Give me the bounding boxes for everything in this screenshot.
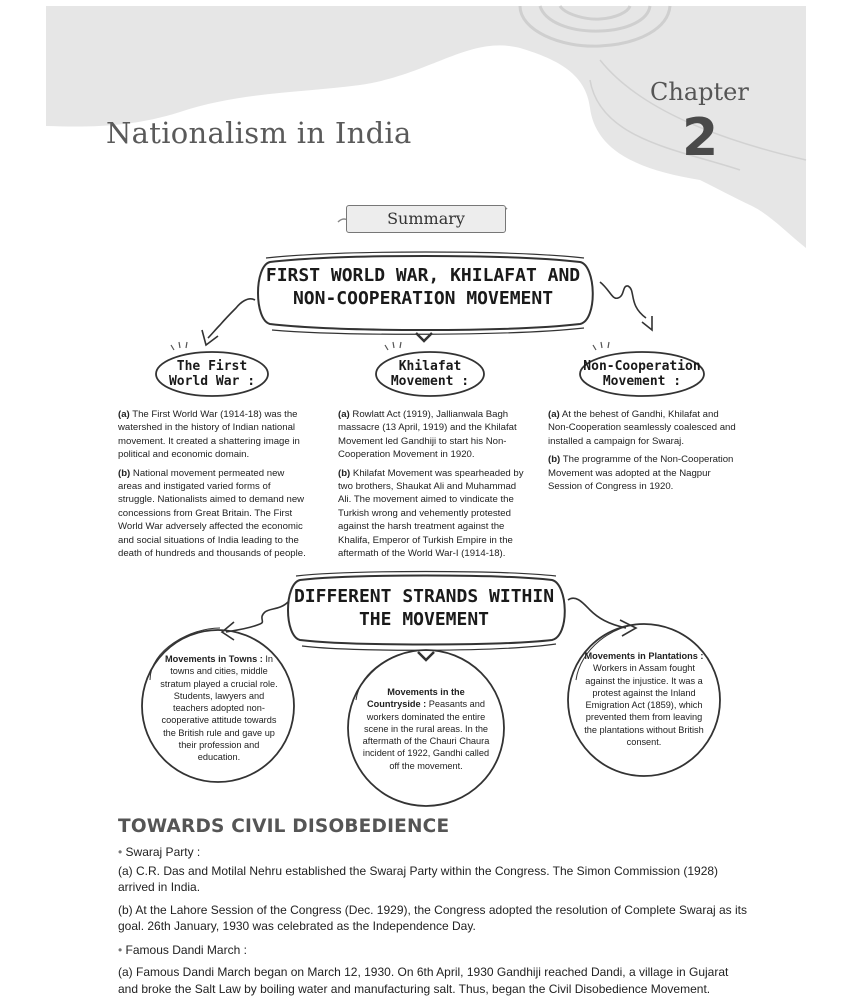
chapter-label: Chapter [650, 78, 749, 106]
bullet-text: Famous Dandi March : [125, 942, 247, 957]
section1-heading-line1: FIRST WORLD WAR, KHILAFAT AND [265, 265, 581, 286]
column-paragraph [548, 408, 738, 448]
circle-towns [160, 653, 278, 764]
paragraph-text: At the behest of Gandhi, Khilafat and Non-Cooperation seamlessly coalesced and installed a campaign for Swaraj. [548, 409, 736, 447]
bubble-line: Non-Cooperation [583, 359, 701, 374]
circle-plantations [582, 650, 706, 748]
section2-heading-line2: THE MOVEMENT [358, 609, 490, 630]
circle-title: Movements in Plantations : [584, 651, 704, 661]
paragraph-text: National movement permeated new areas and instigated varied forms of struggle. Nationalists aimed to demand new concessions from Great Britain. The First World War adversely affected the economic and social situations of India leading to the death of hundreds and thousands of people. [118, 467, 306, 560]
paragraph-text: Khilafat Movement was spearheaded by two brothers, Shaukat Ali and Muhammad Ali. The movement aimed to vindicate the Turkish wrong and vehemently protested against the harsh treatment against the Khalifa, Emperor of Turkish Empire in the aftermath of the World War-I (1914-18). [338, 467, 524, 560]
section3-body [118, 844, 748, 997]
circle-text: Peasants and workers dominated the entire scene in the rural areas. In the aftermath of the Chauri Chaura incident of 1922, Gandhi called off the movement. [362, 699, 490, 771]
paragraph-marker: (a) [338, 409, 350, 420]
column-paragraph [338, 408, 530, 462]
column-paragraph [338, 467, 530, 561]
section1-heading [258, 258, 588, 326]
bubble-line: World War : [168, 374, 256, 389]
circle-text: Workers in Assam fought against the injustice. It was a protest against the Inland Emigration Act (1859), which prevented them from leaving the plantations without British consent. [584, 663, 704, 748]
bullet-dandi-march [118, 942, 748, 959]
circle-text: In towns and cities, middle stratum played a crucial role. Students, lawyers and teachers adopted non-cooperative attitude towards the British rule and gave up their profession and education. [160, 654, 278, 763]
paragraph-text: The First World War (1914-18) was the watershed in the history of Indian national movement. It created a shattering image in political and economic domain. [118, 409, 300, 461]
bullet-swaraj-party [118, 844, 748, 861]
summary-label: Summary [346, 205, 506, 233]
section2-heading [288, 576, 560, 644]
bubble-line: Khilafat [398, 359, 462, 374]
page-title: Nationalism in India [106, 116, 412, 150]
bubble-line: The First [176, 359, 248, 374]
right-arrow-2 [568, 598, 636, 636]
bubble-first-world-war [156, 359, 268, 389]
paragraph-marker: (b) [338, 467, 351, 479]
left-arrow-2 [222, 602, 288, 640]
circle-title: Movements in the Countryside : [367, 687, 465, 710]
section2-heading-line1: DIFFERENT STRANDS WITHIN [293, 586, 555, 607]
paragraph-marker: (a) [118, 409, 130, 420]
bullet-icon: • [118, 942, 126, 957]
paragraph-c: (a) Famous Dandi March began on March 12, 1930. On 6th April, 1930 Gandhiji reached Dandi, a village in Gujarat and broke the Salt Law by boiling water and manufacturing salt. Thus, began the Civil Disobedience Movement. [118, 965, 729, 996]
circle-title: Movements in Towns : [164, 654, 263, 664]
bullet-icon: • [118, 845, 126, 859]
bullet-text: Swaraj Party : [125, 845, 201, 859]
bubble-line: Movement : [602, 374, 682, 389]
column-first-world-war [118, 408, 306, 565]
section1-heading-line2: NON-COOPERATION MOVEMENT [292, 288, 554, 309]
column-paragraph [118, 467, 306, 561]
column-non-cooperation [548, 408, 738, 498]
left-arrow-1 [202, 299, 255, 345]
paragraph-b: (b) At the Lahore Session of the Congress (Dec. 1929), the Congress adopted the resolution of Complete Swaraj as its goal. 26th January, 1930 was celebrated as the Independence Day. [118, 902, 748, 933]
chapter-number: 2 [682, 108, 719, 168]
paragraph-marker: (b) [118, 467, 131, 479]
paragraph-a: (a) C.R. Das and Motilal Nehru established the Swaraj Party within the Congress. The Simon Commission (1928) arrived in India. [118, 863, 719, 894]
paragraph-text: The programme of the Non-Cooperation Movement was adopted at the Nagpur Session of Congress in 1920. [548, 454, 734, 493]
bubble-khilafat [376, 359, 484, 389]
bubble-non-cooperation [580, 359, 704, 389]
section3-heading: TOWARDS CIVIL DISOBEDIENCE [118, 816, 450, 837]
paragraph-text: Rowlatt Act (1919), Jallianwala Bagh massacre (13 April, 1919) and the Khilafat Movement led Gandhiji to start his Non-Cooperation Movement in 1920. [338, 409, 517, 461]
bubble-line: Movement : [390, 374, 470, 389]
right-arrow-1 [600, 282, 652, 330]
paragraph-marker: (b) [548, 454, 561, 466]
paragraph-marker: (a) [548, 409, 560, 420]
column-paragraph [548, 453, 738, 493]
circle-countryside [360, 686, 492, 772]
column-khilafat [338, 408, 530, 565]
column-paragraph [118, 408, 306, 462]
